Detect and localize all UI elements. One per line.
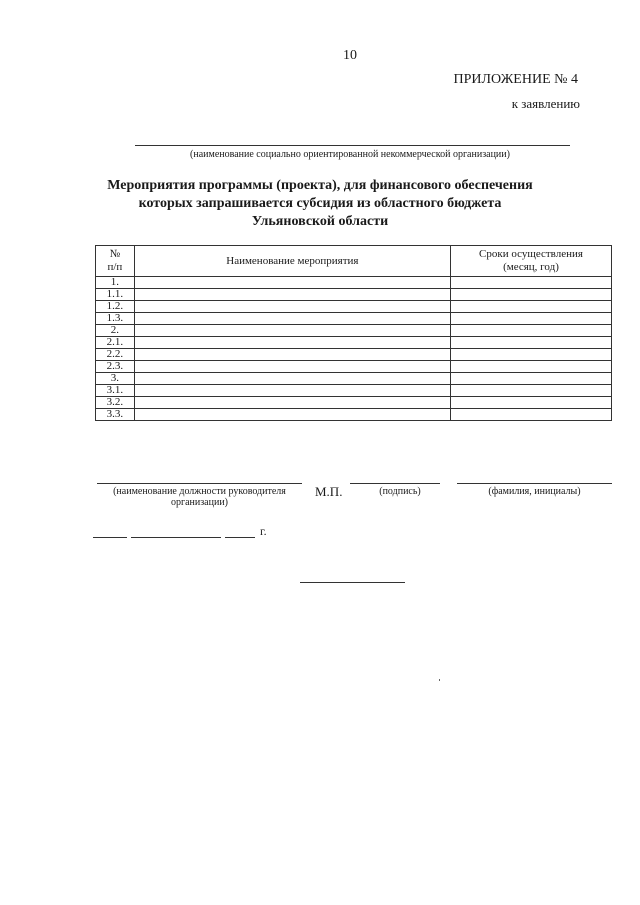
term-cell[interactable]: [450, 385, 611, 397]
table-row: [96, 337, 612, 349]
term-cell[interactable]: [450, 289, 611, 301]
activity-name-cell[interactable]: [134, 325, 450, 337]
table-row: [96, 373, 612, 385]
date-day-line[interactable]: [93, 537, 127, 538]
header-number-label: п/п: [107, 261, 123, 273]
row-number: 3.3.: [96, 409, 135, 421]
activity-name-cell[interactable]: [134, 313, 450, 325]
table-row: [96, 313, 612, 325]
table-row: [96, 289, 612, 301]
name-caption: (фамилия, инициалы): [488, 486, 581, 497]
stamp-place: М.П.: [315, 484, 343, 499]
heading-line-2: которых запрашивается субсидия из областного бюджета: [138, 196, 502, 211]
term-cell[interactable]: [450, 409, 611, 421]
appendix-title: ПРИЛОЖЕНИЕ № 4: [453, 72, 578, 87]
table-row: [96, 349, 612, 361]
activity-name-cell[interactable]: [134, 289, 450, 301]
activity-name-cell[interactable]: [134, 373, 450, 385]
signature-caption: (подпись): [379, 486, 421, 497]
table-row: [96, 361, 612, 373]
table-row: [96, 397, 612, 409]
date-month-line[interactable]: [131, 537, 221, 538]
end-separator: [300, 582, 405, 583]
activity-name-cell[interactable]: [134, 277, 450, 289]
heading-line-1: Мероприятия программы (проекта), для финансового обеспечения: [107, 178, 533, 193]
position-caption: [97, 486, 302, 508]
term-cell[interactable]: [450, 277, 611, 289]
header-number-symbol: №: [109, 248, 121, 260]
activity-name-cell[interactable]: [134, 397, 450, 409]
document-heading: [90, 177, 550, 231]
date-year-line[interactable]: [225, 537, 255, 538]
activity-name-cell[interactable]: [134, 361, 450, 373]
row-number: 3.2.: [96, 397, 135, 409]
term-cell[interactable]: [450, 397, 611, 409]
table-row: [96, 325, 612, 337]
position-caption-line-2: организации): [170, 497, 229, 508]
table-header-row: [96, 246, 612, 277]
header-number: [96, 246, 135, 277]
activity-name-cell[interactable]: [134, 301, 450, 313]
appendix-subtitle: к заявлению: [511, 96, 580, 111]
signature-line[interactable]: [350, 483, 440, 484]
row-number: 2.3.: [96, 361, 135, 373]
position-line[interactable]: [97, 483, 302, 484]
name-line[interactable]: [457, 483, 612, 484]
row-number: 2.1.: [96, 337, 135, 349]
term-cell[interactable]: [450, 313, 611, 325]
term-cell[interactable]: [450, 349, 611, 361]
row-number: 2.2.: [96, 349, 135, 361]
activity-name-cell[interactable]: [134, 337, 450, 349]
row-number: 2.: [96, 325, 135, 337]
date-year-suffix: г.: [260, 524, 267, 538]
page-number: 10: [343, 48, 357, 63]
row-number: 1.: [96, 277, 135, 289]
header-activity-name: Наименование мероприятия: [134, 246, 450, 277]
header-term-label: Сроки осуществления: [479, 248, 583, 260]
heading-line-3: Ульяновской области: [251, 214, 389, 229]
row-number: 1.1.: [96, 289, 135, 301]
position-caption-line-1: (наименование должности руководителя: [113, 486, 286, 497]
term-cell[interactable]: [450, 361, 611, 373]
activity-name-cell[interactable]: [134, 385, 450, 397]
term-cell[interactable]: [450, 373, 611, 385]
row-number: 3.: [96, 373, 135, 385]
term-cell[interactable]: [450, 325, 611, 337]
table-row: [96, 385, 612, 397]
row-number: 1.3.: [96, 313, 135, 325]
table-row: [96, 301, 612, 313]
term-cell[interactable]: [450, 301, 611, 313]
table-row: [96, 277, 612, 289]
row-number: 1.2.: [96, 301, 135, 313]
header-term-format: (месяц, год): [503, 261, 559, 273]
activity-name-cell[interactable]: [134, 349, 450, 361]
table-row: [96, 409, 612, 421]
header-term: [450, 246, 611, 277]
organization-name-line: [135, 145, 570, 146]
activity-name-cell[interactable]: [134, 409, 450, 421]
organization-caption: (наименование социально ориентированной некоммерческой организации): [190, 149, 510, 160]
row-number: 3.1.: [96, 385, 135, 397]
term-cell[interactable]: [450, 337, 611, 349]
scan-dot: [439, 679, 440, 681]
activities-table: [95, 245, 612, 421]
